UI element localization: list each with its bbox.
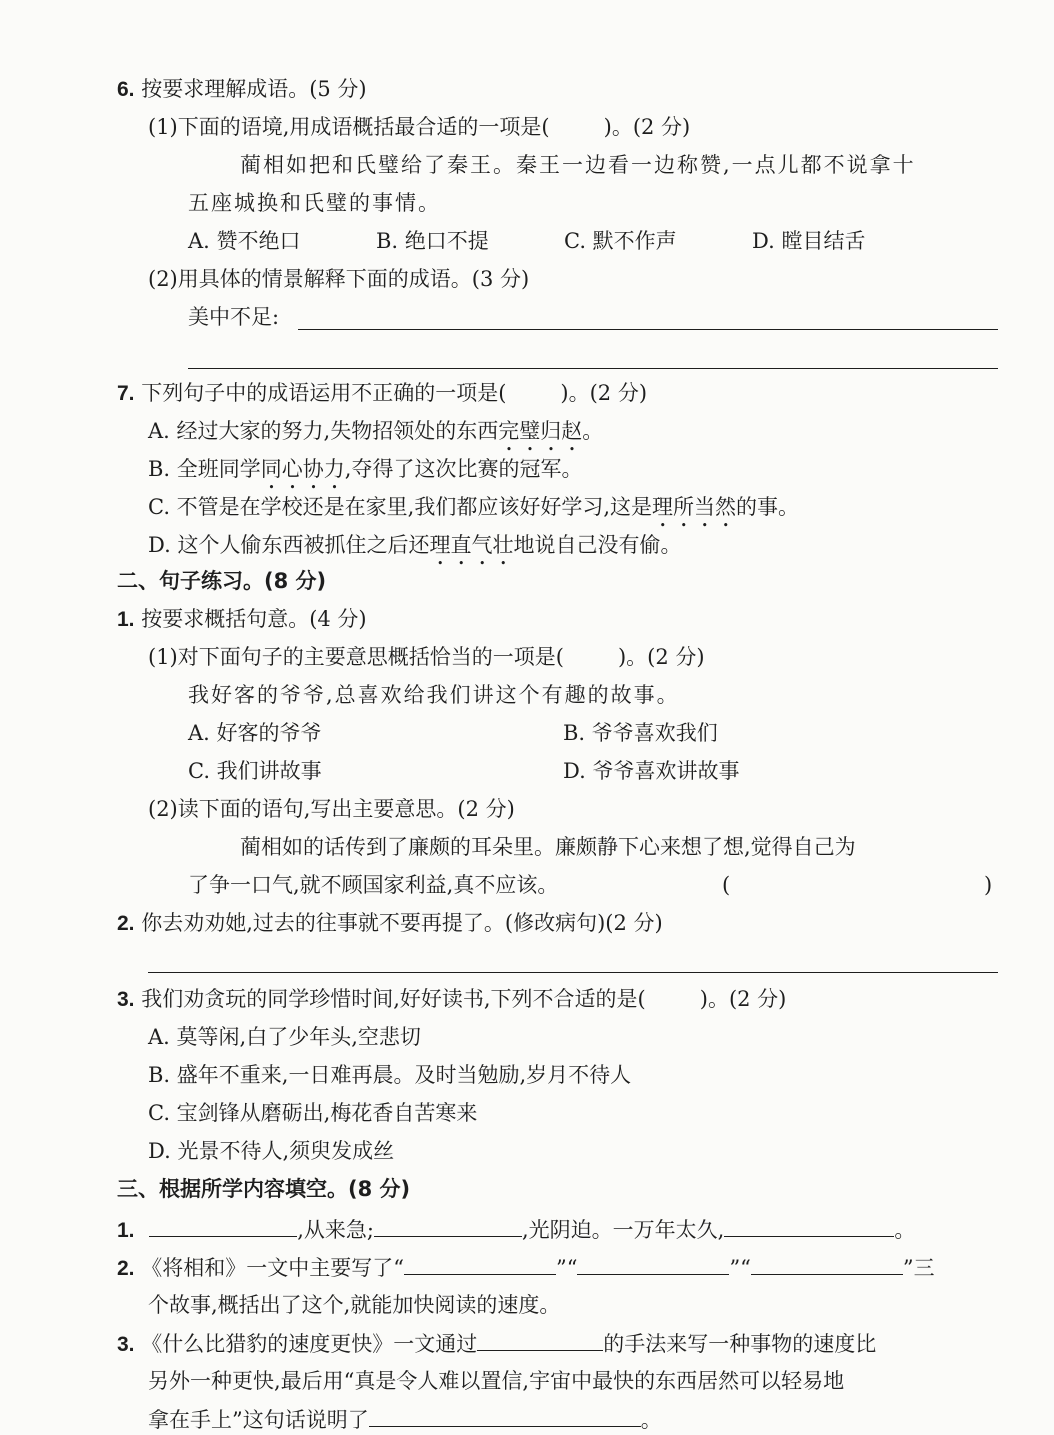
q6-title: 按要求理解成语。(5 分) bbox=[141, 77, 367, 101]
s3-q2-blank-2[interactable] bbox=[577, 1252, 729, 1275]
s3-q3-line2: 另外一种更快,最后用“真是令人难以置信,宇宙中最快的东西居然可以轻易地 bbox=[148, 1369, 845, 1393]
s2-q1-answer-paren-open: ( bbox=[722, 873, 731, 897]
s2-q1-part1-stem: (1)对下面句子的主要意思概括恰当的一项是( )。(2 分) bbox=[148, 645, 705, 669]
s3-q3: 3. 《什么比猎豹的速度更快》一文通过 的手法来写一种事物的速度比 bbox=[117, 1328, 876, 1360]
q6-answer-line-1[interactable] bbox=[298, 329, 998, 330]
s2-q1-option-a: A. 好客的爷爷 bbox=[188, 721, 322, 745]
q7-option-b: B. 全班同学同心协力,夺得了这次比赛的冠军。 bbox=[148, 457, 583, 481]
s3-q1-blank-3[interactable] bbox=[724, 1214, 894, 1237]
s3-q2: 2. 《将相和》一文中主要写了“ ”“ ”“ ”三 bbox=[117, 1252, 935, 1284]
s3-q1-blank-2[interactable] bbox=[374, 1214, 522, 1237]
q6-idiom-label: 美中不足: bbox=[188, 305, 280, 329]
s2-q1-option-c: C. 我们讲故事 bbox=[188, 759, 322, 783]
s3-q2-line2: 个故事,概括出了这个,就能加快阅读的速度。 bbox=[148, 1293, 561, 1317]
s2-q1-option-b: B. 爷爷喜欢我们 bbox=[563, 721, 718, 745]
q6-number: 6. bbox=[117, 78, 135, 101]
s2-q1-part2-stem: (2)读下面的语句,写出主要意思。(2 分) bbox=[148, 797, 515, 821]
s2-q2: 2. 你去劝劝她,过去的往事就不要再提了。(修改病句)(2 分) bbox=[117, 911, 663, 935]
q6-context-line1: 蔺相如把和氏璧给了秦王。秦王一边看一边称赞,一点儿都不说拿十 bbox=[240, 153, 916, 177]
s3-q2-blank-1[interactable] bbox=[404, 1252, 556, 1275]
q7-heading: 7. 下列句子中的成语运用不正确的一项是( )。(2 分) bbox=[117, 381, 648, 405]
q7-option-d: D. 这个人偷东西被抓住之后还理直气壮地说自己没有偷。 bbox=[148, 533, 682, 557]
q6-context-line2: 五座城换和氏璧的事情。 bbox=[188, 191, 441, 215]
s3-q1: 1. ,从来急; ,光阴迫。一万年太久, 。 bbox=[117, 1214, 915, 1246]
s3-q3-line3: 拿在手上”这句话说明了 。 bbox=[148, 1404, 662, 1435]
q6-option-c: C. 默不作声 bbox=[564, 229, 677, 253]
q6-option-d: D. 瞠目结舌 bbox=[752, 229, 866, 253]
s2-q2-answer-line[interactable] bbox=[148, 972, 998, 973]
s2-q3-option-c: C. 宝剑锋从磨砺出,梅花香自苦寒来 bbox=[148, 1101, 478, 1125]
s2-q3-option-d: D. 光景不待人,须臾发成丝 bbox=[148, 1139, 395, 1163]
s2-q3-option-a: A. 莫等闲,白了少年头,空悲切 bbox=[148, 1025, 421, 1049]
s3-q3-blank-2[interactable] bbox=[369, 1404, 641, 1427]
q6-heading bbox=[117, 74, 367, 105]
s2-q3-heading: 3. 我们劝贪玩的同学珍惜时间,好好读书,下列不合适的是( )。(2 分) bbox=[117, 987, 787, 1011]
q6-option-b: B. 绝口不提 bbox=[376, 229, 489, 253]
section-2-title: 二、句子练习。(8 分) bbox=[117, 569, 327, 593]
q7-option-c-idiom: 理所当然 bbox=[652, 495, 737, 519]
s3-q1-blank-1[interactable] bbox=[149, 1214, 297, 1237]
s2-q1-option-d: D. 爷爷喜欢讲故事 bbox=[563, 759, 740, 783]
q7-option-a-idiom: 完璧归赵 bbox=[498, 419, 583, 443]
q6-part1-stem: (1)下面的语境,用成语概括最合适的一项是( )。(2 分) bbox=[148, 115, 691, 139]
s2-q3-option-b: B. 盛年不重来,一日难再晨。及时当勉励,岁月不待人 bbox=[148, 1063, 632, 1087]
q7-number: 7. bbox=[117, 382, 135, 405]
s2-q1-passage-line2: 了争一口气,就不顾国家利益,真不应该。 bbox=[188, 873, 559, 897]
q7-option-a: A. 经过大家的努力,失物招领处的东西完璧归赵。 bbox=[148, 419, 604, 443]
s3-q3-blank-1[interactable] bbox=[477, 1328, 603, 1351]
q7-option-d-idiom: 理直气壮 bbox=[429, 533, 514, 557]
s3-q2-blank-3[interactable] bbox=[751, 1252, 903, 1275]
s2-q1-sentence: 我好客的爷爷,总喜欢给我们讲这个有趣的故事。 bbox=[188, 683, 680, 707]
section-3-title: 三、根据所学内容填空。(8 分) bbox=[117, 1177, 411, 1201]
q6-option-a: A. 赞不绝口 bbox=[188, 229, 301, 253]
s2-q1-heading: 1. 按要求概括句意。(4 分) bbox=[117, 607, 367, 631]
q7-option-b-idiom: 同心协力 bbox=[260, 457, 345, 481]
q7-option-c: C. 不管是在学校还是在家里,我们都应该好好学习,这是理所当然的事。 bbox=[148, 495, 800, 519]
s2-q1-passage-line1: 蔺相如的话传到了廉颇的耳朵里。廉颇静下心来想了想,觉得自己为 bbox=[240, 835, 856, 859]
q6-part2-stem: (2)用具体的情景解释下面的成语。(3 分) bbox=[148, 267, 530, 291]
s2-q1-answer-paren-close: ) bbox=[984, 873, 993, 897]
q6-answer-line-2[interactable] bbox=[188, 368, 998, 369]
